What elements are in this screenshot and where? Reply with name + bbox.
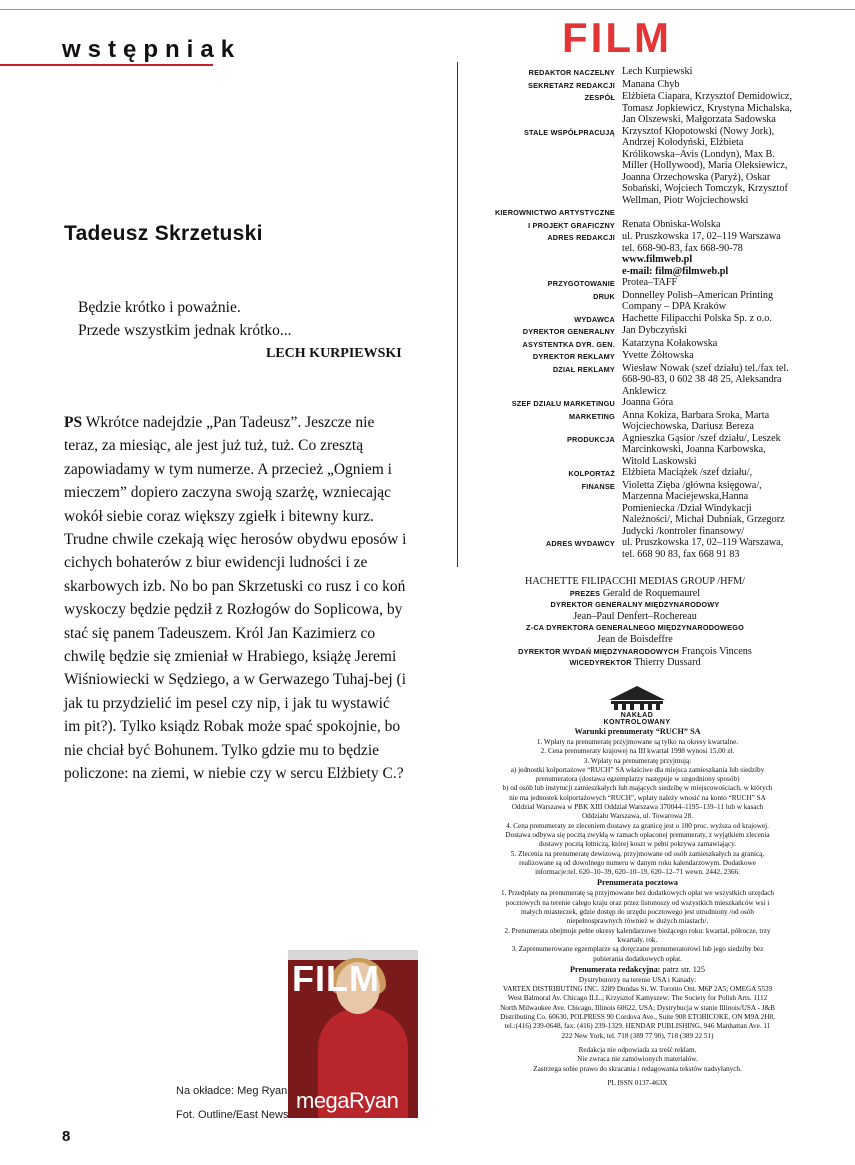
- photo-credit: Fot. Outline/East News: [176, 1109, 289, 1121]
- masthead-row: [470, 433, 795, 468]
- cover-name: megaRyan: [296, 1088, 399, 1113]
- nk-label: NAKŁAD KONTROLOWANY: [603, 712, 671, 726]
- masthead-value: Manana Chyb: [622, 78, 680, 90]
- lead-line-1: Będzie krótko i poważnie.: [78, 299, 241, 316]
- masthead-value: Donnelley Polish–American Printing Company – DPA Kraków: [622, 289, 774, 312]
- masthead-label: KIEROWNICTWO ARTYSTYCZNE: [494, 208, 615, 217]
- masthead-value: Wiesław Nowak (szef działu) tel./fax tel. 668-90-83, 0 602 38 48 25, Aleksandra Anklewicz: [622, 362, 789, 397]
- masthead-label: WYDAWCA: [574, 314, 615, 324]
- building-icon: [587, 684, 687, 712]
- publisher-info: HACHETTE FILIPACCHI MEDIAS GROUP /HFM/ PREZES Gerald de Roquemaurel DYREKTOR GENERALNY MIĘDZYNARODOWY Jean–Paul Denfert–Rochereau Z-CA DYREKTORA GENERALNEGO MIĘDZYNARODOWEGO Jean de Boisdeffre DYREKTOR WYDAŃ MIĘDZYNARODOWYCH François Vincens WICEDYREKTOR Thierry Dussard: [470, 576, 800, 669]
- masthead-row: [470, 467, 795, 480]
- masthead-label: I PROJEKT GRAFICZNY: [528, 220, 615, 230]
- cover-logo: FILM: [292, 958, 380, 999]
- masthead-row: [470, 231, 795, 277]
- masthead-value: [622, 206, 795, 219]
- publisher-group: HACHETTE FILIPACCHI MEDIAS GROUP /HFM/: [525, 576, 745, 587]
- masthead-row: [470, 91, 795, 126]
- masthead-value: Violetta Zięba /główna księgowa/, Marzenna Maciejewska,Hanna Pomieniecka /Dział Windykacji Należności/, Michał Dubniak, Grzegorz Judycki /kontroler finansowy/: [622, 479, 785, 537]
- masthead-row: [470, 79, 795, 92]
- masthead-label: STALE WSPÓŁPRACUJĄ: [523, 127, 615, 137]
- masthead-label: DYREKTOR REKLAMY: [532, 352, 615, 361]
- masthead-row: [470, 126, 795, 207]
- masthead-label: PRZYGOTOWANIE: [547, 279, 615, 288]
- masthead-value: Jan Dybczyński: [622, 325, 687, 336]
- masthead-label: SZEF DZIAŁU MARKETINGU: [511, 399, 615, 408]
- masthead-row: [470, 206, 795, 219]
- top-rule: [0, 9, 855, 10]
- masthead-label: MARKETING: [569, 411, 615, 421]
- nakład-kontrolowany-logo: [587, 684, 687, 726]
- section-rule: [0, 64, 213, 66]
- film-logo: FILM: [562, 14, 672, 61]
- masthead-value: Renata Obniska-Wolska: [622, 218, 721, 230]
- masthead-value: Katarzyna Kołakowska: [622, 337, 718, 349]
- masthead-label: PRODUKCJA: [566, 434, 615, 444]
- masthead-row: [470, 480, 795, 538]
- masthead-value: Krzysztof Kłopotowski (Nowy Jork), Andrzej Kołodyński, Elżbieta Królikowska–Avis (Londyn), Max B. Miller (Hollywood), Maria Oleksiewicz, Joanna Orzechowska (Paryż), Oskar Sobański, Wojciech Tomczyk, Krzysztof Wellman, Piotr Wojciechowski: [622, 125, 788, 206]
- masthead-row: [470, 325, 795, 338]
- masthead-row: [470, 313, 795, 326]
- masthead-value: Elżbieta Maciążek /szef działu/,: [622, 467, 753, 478]
- subscription-info: Warunki prenumeraty “RUCH” SA 1. Wpłaty na prenumeratę przyjmowane są tylko na okresy kwartalne. 2. Cena prenumeraty krajowej na III kwartał 1998 wynosi 15,00 zł. 3. Wpłaty na prenumeratę przyjmują: a) jednostki kolportażowe “RUCH” SA właściwe dla miejsca zamieszkania lub siedziby prenumeratora (dostawa egzemplarzy następuje w uzgodniony sposób) b) od osób lub instytucji zamieszkałych lub mających siedzibę w miejscowościach, w których nie ma jednostek kolportażowych “RUCH”, wpłaty należy wnosić na konto “RUCH” SA Oddział Warszawa w PBK XIII Oddział Warszawa 370044–1195–139–11 lub w kasach Oddziału Warszawa, ul. Towarowa 28. 4. Cena prenumeraty ze zleceniem dostawy za granicę jest o 100 proc. wyższa od krajowej. Dostawa odbywa się pocztą zwykłą w ramach opłaconej prenumeraty, z wyjątkiem zlecenia dostawy pocztą lotniczą, której koszt w pełni pokrywa zamawiający. 5. Zlecenia na prenumeratę dewizową, przyjmowane od osób zamieszkałych za granicą, realizowane są od dowolnego numeru w danym roku kalendarzowym. Dodatkowe informacje:tel. 620–10–39, 620–10–19, 620–12–71 wewn. 2442, 2366. Prenumerata pocztowa 1. Przedpłaty na prenumeratę są przyjmowane bez dodatkowych opłat we wszystkich urzędach pocztowych na terenie całego kraju oraz przez listonoszy od wszystkich mieszkańców wsi i małych miasteczek, gdzie dostęp do urzędu pocztowego jest utrudniony /od osób niepełnosprawnych również w dużych miastach/. 2. Prenumerata obejmuje pełne okresy kalendarzowe bieżącego roku: kwartał, półrocze, trzy kwartały, rok. 3. Zaprenumerowane egzemplarze są doręczane prenumeratorowi lub jego siedziby bez pobierania dodatkowych opłat. Prenumerata redakcyjna: patrz str. 125 Dystrybutorzy na terenie USA i Kanady: VARTEX DISTRIBUTING INC. 3289 Dundas St. W. Toronto Ont. M6P 2A5; OMEGA 5539 West Balmoral Av. Chicago ILL.; Krzysztof Kamyszew: The Society for Polish Arts. 1112 North Milwaukee Ave. Chicago, Illinois 60622, USA; Dystrybucja w stanie Illinois/USA - J&B Distributing Co. 60630, POLPRESS 90 Cordova Ave., Suite 908 ETOBICOKE, ON M9A 2H8, tel.:(416) 239-0648, fax: (416) 239-1329. HENDAR PUBLISHING, 946 Manhattan Ave. 11 222 New York, tel. 718 (389 77 90), 718 (389 22 51) Redakcja nie odpowiada za treść reklam. Nie zwraca nie zamówionych materiałów. Zastrzega sobie prawo do skracania i redagowania tekstów nadsyłanych. PL ISSN 0137-463X: [500, 727, 775, 1087]
- article-body: [64, 411, 409, 786]
- lead-signature: LECH KURPIEWSKI: [266, 346, 402, 361]
- masthead-row: [470, 363, 795, 398]
- masthead-row: [470, 350, 795, 363]
- masthead-label: DRUK: [593, 291, 615, 301]
- masthead-label: ADRES REDAKCJI: [547, 233, 615, 242]
- ps-marker: PS: [64, 414, 83, 431]
- masthead-label: KOLPORTAŻ: [568, 469, 615, 478]
- column-divider: [457, 62, 458, 567]
- masthead-value: ul. Pruszkowska 17, 02–119 Warszawa tel. 668-90-83, fax 668-90-78 www.filmweb.pl e-mail: film@filmweb.pl: [622, 231, 781, 277]
- masthead-row: [470, 66, 795, 79]
- cover-caption: Na okładce: Meg Ryan: [176, 1085, 288, 1097]
- lead-quote: [78, 296, 402, 361]
- masthead-label: SEKRETARZ REDAKCJI: [528, 80, 615, 90]
- masthead-value: Agnieszka Gąsior /szef działu/, Leszek Marcinkowski, Joanna Karbowska, Witold Laskowski: [622, 432, 781, 467]
- masthead-value: Elżbieta Ciapara, Krzysztof Demidowicz, Tomasz Jopkiewicz, Krystyna Michalska, Jan Olszewski, Małgorzata Sadowska: [622, 91, 793, 125]
- page-number: 8: [62, 1128, 71, 1145]
- masthead-value: Joanna Góra: [622, 397, 674, 408]
- masthead-row: [470, 290, 795, 313]
- masthead-value: Protea–TAFF: [622, 277, 678, 288]
- masthead-value: ul. Pruszkowska 17, 02–119 Warszawa, tel. 668 90 83, fax 668 91 83: [622, 537, 784, 560]
- masthead-row: [470, 219, 795, 232]
- author-name: Tadeusz Skrzetuski: [64, 222, 263, 245]
- masthead-label: DZIAŁ REKLAMY: [552, 364, 615, 374]
- masthead-row: [470, 277, 795, 290]
- masthead: [470, 66, 795, 560]
- masthead-row: [470, 397, 795, 410]
- masthead-value: Lech Kurpiewski: [622, 66, 693, 77]
- masthead-value: Anna Kokiza, Barbara Sroka, Marta Wojciechowska, Dariusz Bereza: [622, 409, 770, 432]
- masthead-label: REDAKTOR NACZELNY: [528, 68, 615, 77]
- lead-line-2: Przede wszystkim jednak krótko...: [78, 322, 292, 339]
- masthead-label: DYREKTOR GENERALNY: [522, 327, 615, 336]
- masthead-row: [470, 338, 795, 351]
- masthead-row: [470, 410, 795, 433]
- masthead-label: ASYSTENTKA DYR. GEN.: [522, 339, 615, 349]
- masthead-label: ADRES WYDAWCY: [545, 539, 615, 548]
- masthead-label: FINANSE: [581, 481, 615, 491]
- magazine-cover: [288, 950, 418, 1118]
- masthead-value: Yvette Żółtowska: [622, 350, 694, 361]
- masthead-label: ZESPÓŁ: [584, 93, 615, 102]
- section-title: wstępniak: [62, 36, 242, 63]
- article-text: Wkrótce nadejdzie „Pan Tadeusz”. Jeszcze nie teraz, za miesiąc, ale jest już tuż, tuż. Co zresztą zapowiadamy w tym numerze. A przecież „Ogniem i mieczem” dopiero zaczyna swoją szarżę, wzniecając wokół siebie coraz większy zgiełk i bitewny kurz. Trudne chwile czekają więc herosów obydwu eposów i cichych bohaterów z biur ewidencji ludności i ze skarbowych izb. No bo pan Skrzetuski co rusz i co koń wyskoczy będzie pędził z Rozłogów do Soplicowa, by stać się panem Tadeuszem. Król Jan Kazimierz co chwilę będzie się zmieniał w Hrabiego, książę Jeremi Wiśniowiecki w Sędziego, a w Gerwazego Tuhaj-bej (i jak tu przydzielić im pesel czy nip, i jak tu wystawić im pit?). Tylko ksiądz Robak może spać spokojnie, bo nie chciał być Bohunem. Tylko gdzie mu to będzie policzone: na ziemi, w niebie czy w sercu Elżbiety C.?: [64, 414, 407, 783]
- masthead-value: Hachette Filipacchi Polska Sp. z o.o.: [622, 312, 772, 324]
- masthead-row: [470, 537, 795, 560]
